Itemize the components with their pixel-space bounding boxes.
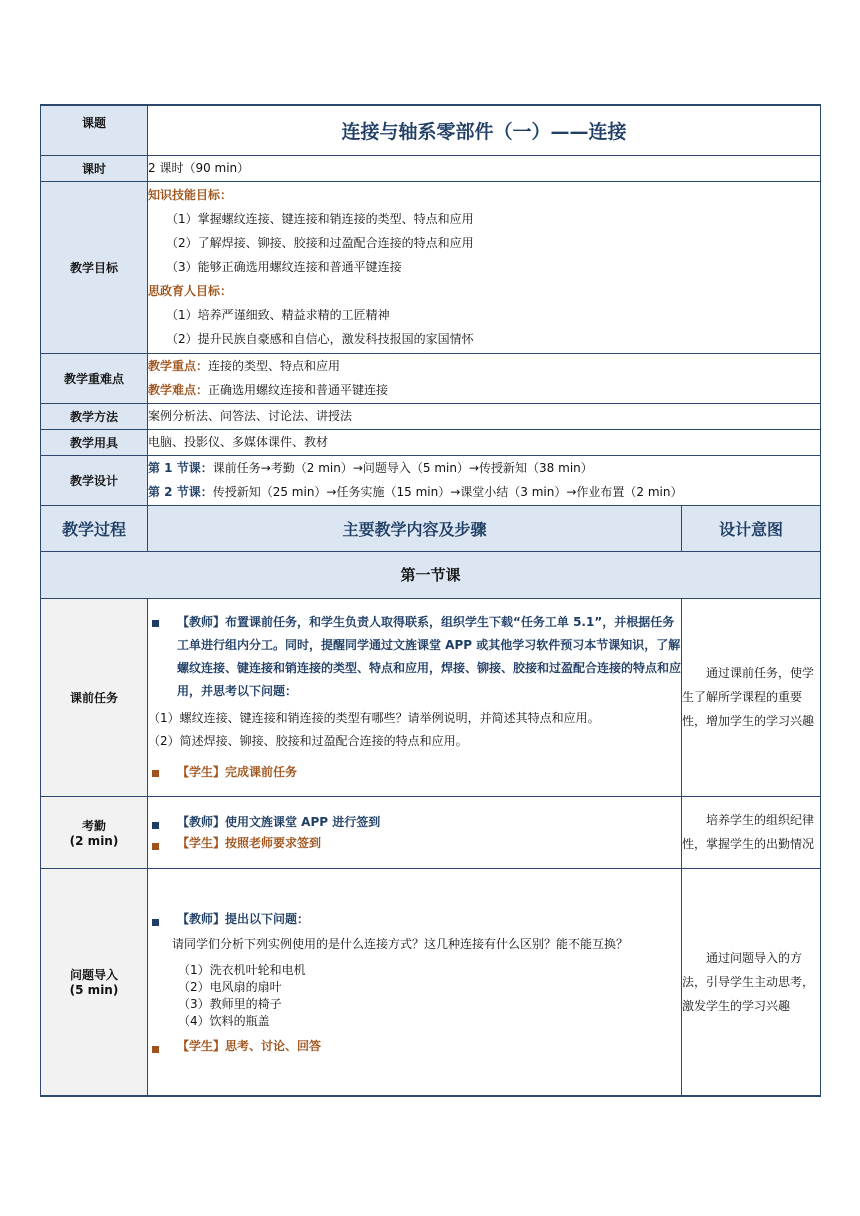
bullet-square-icon <box>152 770 159 777</box>
design1-text: 课前任务→考勤（2 min）→问题导入（5 min）→传授新知（38 min） <box>212 461 593 475</box>
intro-intent: 通过问题导入的方法，引导学生主动思考，激发学生的学习兴趣 <box>682 868 821 1096</box>
keypoints-content <box>148 353 821 403</box>
intro-question: 请同学们分析下列实例使用的是什么连接方式？这几种连接有什么区别？能不能互换？ <box>172 936 629 951</box>
knowledge-heading: 知识技能目标： <box>148 188 233 202</box>
hours-value: 2 课时（90 min） <box>148 155 821 181</box>
method-label: 教学方法 <box>41 403 148 429</box>
intro-student: 【学生】思考、讨论、回答 <box>177 1038 322 1053</box>
knowledge-item: （1）掌握螺纹连接、键连接和销连接的类型、特点和应用 <box>166 212 474 226</box>
goals-content <box>148 181 821 353</box>
attendance-intent: 培养学生的组织纪律性，掌握学生的出勤情况 <box>682 796 821 868</box>
intro-item: （1）洗衣机叶轮和电机 <box>178 962 306 977</box>
section-title: 第一节课 <box>41 551 821 598</box>
ideology-item: （1）培养严谨细致、精益求精的工匠精神 <box>166 308 390 322</box>
intro-item: （3）教师里的椅子 <box>178 996 282 1011</box>
pretask-label: 课前任务 <box>41 598 148 796</box>
col-intent: 设计意图 <box>682 505 821 551</box>
intro-teacher: 【教师】提出以下问题： <box>177 911 310 926</box>
design2-text: 传授新知（25 min）→任务实施（15 min）→课堂小结（3 min）→作业布置（2 min） <box>212 485 683 499</box>
hours-label: 课时 <box>41 155 148 181</box>
pretask-student: 【学生】完成课前任务 <box>177 764 298 779</box>
attendance-teacher: 【教师】使用文旌课堂 APP 进行签到 <box>177 815 381 829</box>
design-content <box>148 455 821 505</box>
bullet-square-icon <box>152 843 159 850</box>
intro-content <box>148 868 682 1096</box>
key-text: 连接的类型、特点和应用 <box>208 359 341 373</box>
intro-time: (5 min) <box>69 983 119 998</box>
col-process: 教学过程 <box>41 505 148 551</box>
difficulty-text: 正确选用螺纹连接和普通平键连接 <box>208 383 389 397</box>
knowledge-item: （3）能够正确选用螺纹连接和普通平键连接 <box>166 260 402 274</box>
lesson-plan-table <box>40 104 821 1097</box>
keypoints-label: 教学重难点 <box>41 353 148 403</box>
bullet-square-icon <box>152 919 159 926</box>
attendance-content <box>148 796 682 868</box>
intro-label-cell <box>41 868 148 1096</box>
title-label: 课题 <box>41 105 148 155</box>
difficulty-label: 教学难点： <box>148 383 209 397</box>
bullet-square-icon <box>152 620 159 627</box>
pretask-teacher: 【教师】布置课前任务，和学生负责人取得联系，组织学生下载“任务工单 5.1”，并根据任务工单进行组内分工。同时，提醒同学通过文旌课堂 APP 或其他学习软件预习本节课知识，了解螺纹连接、键连接和销连接的类型、特点和应用，焊接、铆接、胶接和过盈配合连接的特点和应用，并思考以下问题： <box>177 614 682 698</box>
intro-item: （4）饮料的瓶盖 <box>178 1013 270 1028</box>
attendance-label: 考勤 <box>81 818 106 833</box>
method-value: 案例分析法、问答法、讨论法、讲授法 <box>148 403 821 429</box>
attendance-time: (2 min) <box>69 833 119 848</box>
col-content: 主要教学内容及步骤 <box>148 505 682 551</box>
ideology-item: （2）提升民族自豪感和自信心，激发科技报国的家国情怀 <box>166 332 474 346</box>
attendance-label-cell <box>41 796 148 868</box>
attendance-student: 【学生】按照老师要求签到 <box>177 836 322 850</box>
tools-label: 教学用具 <box>41 429 148 455</box>
bullet-square-icon <box>152 822 159 829</box>
design1-label: 第 1 节课： <box>148 461 213 475</box>
ideology-heading: 思政育人目标： <box>148 284 233 298</box>
pretask-q2: （2）简述焊接、铆接、胶接和过盈配合连接的特点和应用。 <box>148 733 468 748</box>
key-label: 教学重点： <box>148 359 209 373</box>
pretask-intent: 通过课前任务，使学生了解所学课程的重要性，增加学生的学习兴趣 <box>682 598 821 796</box>
goals-label: 教学目标 <box>41 181 148 353</box>
design2-label: 第 2 节课： <box>148 485 213 499</box>
lesson-title: 连接与轴系零部件（一）——连接 <box>148 105 821 155</box>
design-label: 教学设计 <box>41 455 148 505</box>
intro-label: 问题导入 <box>69 968 118 983</box>
pretask-content <box>148 598 682 796</box>
tools-value: 电脑、投影仪、多媒体课件、教材 <box>148 429 821 455</box>
knowledge-item: （2）了解焊接、铆接、胶接和过盈配合连接的特点和应用 <box>166 236 474 250</box>
intro-item: （2）电风扇的扇叶 <box>178 979 282 994</box>
bullet-square-icon <box>152 1046 159 1053</box>
pretask-q1: （1）螺纹连接、键连接和销连接的类型有哪些？请举例说明，并简述其特点和应用。 <box>148 710 600 725</box>
